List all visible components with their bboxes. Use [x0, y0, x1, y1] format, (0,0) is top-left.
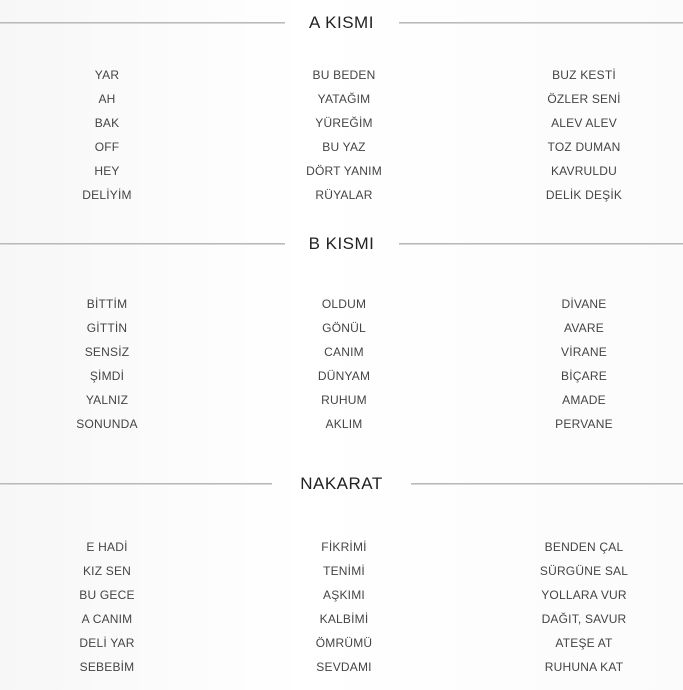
list-item: YALNIZ: [85, 393, 129, 407]
list-item: AKLIM: [325, 417, 363, 431]
section-header: [0, 229, 683, 259]
list-item: BU GECE: [79, 588, 135, 602]
list-item: TOZ DUMAN: [547, 140, 621, 154]
column-3: [484, 535, 683, 679]
section-header: [0, 469, 683, 499]
column-2: [244, 63, 444, 207]
list-item: CANIM: [324, 345, 364, 359]
list-item: DİVANE: [561, 297, 607, 311]
column-2: [244, 292, 444, 436]
list-item: DELİYİM: [82, 188, 132, 202]
section-a: [0, 8, 683, 202]
list-item: SEVDAMI: [316, 660, 372, 674]
list-item: BU BEDEN: [312, 68, 376, 82]
list-item: ÖZLER SENİ: [547, 92, 621, 106]
list-item: ŞİMDİ: [89, 369, 125, 383]
list-item: A CANIM: [81, 612, 133, 626]
list-item: YOLLARA VUR: [541, 588, 627, 602]
list-item: YATAĞIM: [317, 92, 371, 106]
column-1: [7, 292, 207, 436]
list-item: SONUNDA: [76, 417, 138, 431]
list-item: FİKRİMİ: [321, 540, 367, 554]
column-1: [7, 63, 207, 207]
list-item: RUHUM: [321, 393, 367, 407]
list-item: RÜYALAR: [315, 188, 373, 202]
list-item: RUHUNA KAT: [544, 660, 624, 674]
list-item: BİÇARE: [561, 369, 607, 383]
list-item: VİRANE: [561, 345, 607, 359]
list-item: YAR: [94, 68, 120, 82]
list-item: HEY: [94, 164, 120, 178]
list-item: DÜNYAM: [317, 369, 371, 383]
list-item: GİTTİN: [86, 321, 128, 335]
section-header: [0, 8, 683, 38]
column-3: [484, 63, 683, 207]
list-item: KAVRULDU: [550, 164, 618, 178]
list-item: OFF: [94, 140, 120, 154]
list-item: DAĞIT, SAVUR: [541, 612, 627, 626]
section-nakarat: [0, 469, 683, 674]
column-1: [7, 535, 207, 679]
list-item: SÜRGÜNE SAL: [539, 564, 629, 578]
list-item: KALBİMİ: [319, 612, 369, 626]
list-item: SEBEBİM: [79, 660, 135, 674]
list-item: ALEV ALEV: [551, 116, 617, 130]
list-item: KIZ SEN: [82, 564, 132, 578]
list-item: OLDUM: [321, 297, 367, 311]
list-item: BENDEN ÇAL: [544, 540, 624, 554]
list-item: PERVANE: [555, 417, 613, 431]
list-item: GÖNÜL: [322, 321, 366, 335]
list-item: TENİMİ: [323, 564, 365, 578]
list-item: BU YAZ: [322, 140, 366, 154]
list-item: AMADE: [562, 393, 606, 407]
list-item: BAK: [94, 116, 120, 130]
list-item: AŞKIMI: [323, 588, 365, 602]
section-title: NAKARAT: [300, 474, 383, 493]
list-item: BUZ KESTİ: [552, 68, 616, 82]
column-2: [244, 535, 444, 679]
column-3: [484, 292, 683, 436]
list-item: AVARE: [564, 321, 604, 335]
list-item: AH: [98, 92, 116, 106]
section-title: B KISMI: [308, 234, 375, 253]
list-item: SENSİZ: [84, 345, 130, 359]
list-item: YÜREĞİM: [315, 116, 373, 130]
section-b: [0, 229, 683, 431]
list-item: BİTTİM: [86, 297, 128, 311]
list-item: ÖMRÜMÜ: [315, 636, 373, 650]
section-title: A KISMI: [309, 13, 374, 32]
list-item: DELİ YAR: [79, 636, 135, 650]
list-item: DELİK DEŞİK: [545, 188, 623, 202]
list-item: DÖRT YANIM: [306, 164, 382, 178]
list-item: ATEŞE AT: [555, 636, 613, 650]
list-item: E HADİ: [86, 540, 128, 554]
